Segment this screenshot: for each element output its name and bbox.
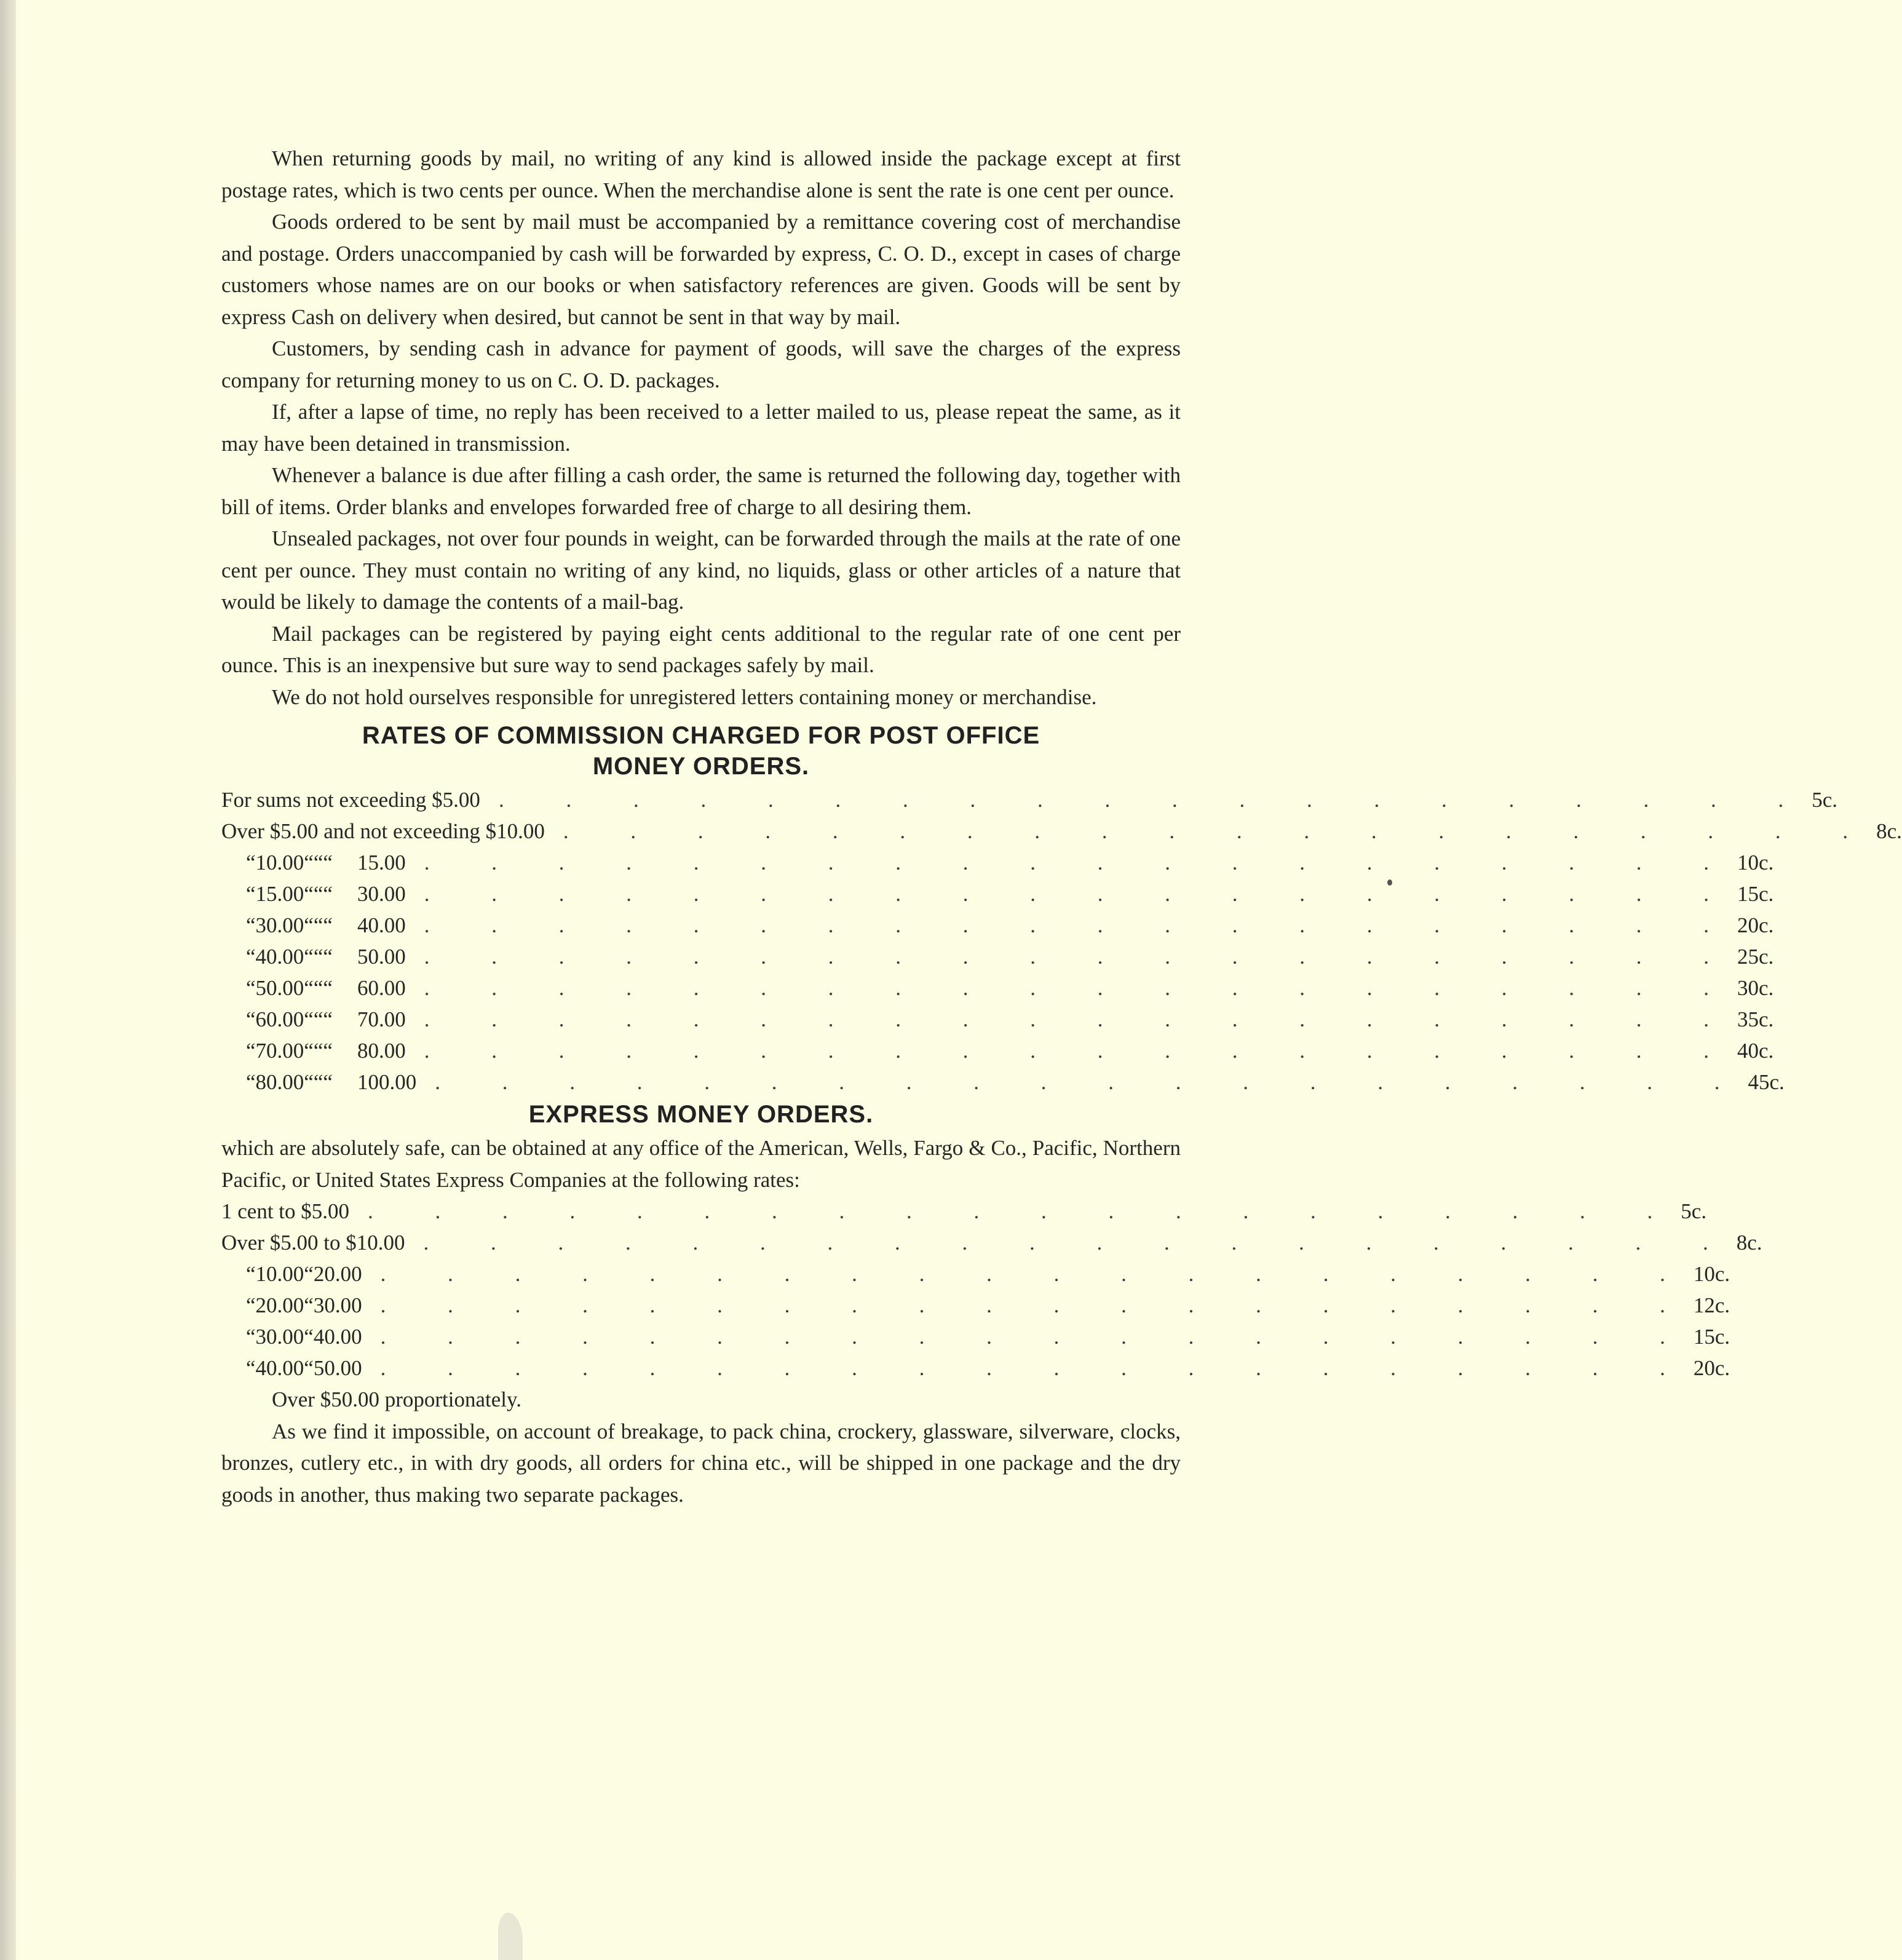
leader-dots: . . . . . . . . . . . . . . . . . . . . — [424, 976, 1737, 1000]
ditto-mark: “ — [313, 1070, 323, 1094]
rate-label: For sums not exceeding $5.00 — [221, 788, 480, 812]
rate-amount: 10c. — [1737, 851, 1774, 875]
range-to: 20.00 — [313, 1262, 362, 1286]
rate-row — [221, 972, 1774, 1004]
express-proportional-note: Over $50.00 proportionately. — [272, 1387, 521, 1411]
range-from: 10.00 — [255, 1262, 304, 1286]
ditto-mark: “ — [304, 1039, 314, 1063]
range-from: 50.00 — [255, 976, 304, 1000]
rate-row — [221, 1258, 1730, 1290]
express-rows — [221, 1258, 1730, 1384]
range-from: 30.00 — [255, 1325, 304, 1349]
ditto-mark: “ — [246, 1070, 256, 1094]
ditto-mark: “ — [323, 945, 333, 969]
rate-label: Over $5.00 to $10.00 — [221, 1231, 405, 1255]
rate-row — [221, 1290, 1730, 1321]
leader-dots: . . . . . . . . . . . . . . . . . . . . — [423, 1231, 1737, 1255]
leader-dots: . . . . . . . . . . . . . . . . . . . . — [498, 788, 1812, 812]
rate-row — [221, 941, 1774, 972]
ditto-mark: “ — [323, 882, 333, 906]
leader-dots: . . . . . . . . . . . . . . . . . . . . — [368, 1199, 1681, 1223]
range-to: 15.00 — [357, 851, 406, 875]
ditto-mark: “ — [323, 976, 333, 1000]
ditto-mark: “ — [313, 882, 323, 906]
ditto-mark: “ — [323, 851, 333, 875]
scan-edge-shadow — [0, 0, 16, 1960]
range-to: 70.00 — [357, 1007, 406, 1031]
paragraph-mail-orders: Goods ordered to be sent by mail must be accompanied by a remittance covering cost of merchandise and postage. Orders unaccompanied by cash will be forwarded by express, C. O. D., except in cases of charge customers whose names are on our books or when satisfactory references are given. Goods will be sent by express Cash on delivery when desired, but cannot be sent in that way by mail. — [221, 210, 1181, 329]
rate-amount: 25c. — [1737, 945, 1774, 969]
ditto-mark: “ — [304, 913, 314, 937]
commission-heading-line1: RATES OF COMMISSION CHARGED FOR POST OFFICE — [362, 722, 1040, 749]
ditto-mark: “ — [304, 1262, 314, 1286]
paragraph-mail-returns: When returning goods by mail, no writing of any kind is allowed inside the package except at first postage rates, which is two cents per ounce. When the merchandise alone is sent the rate is one cent per ounce. — [221, 146, 1181, 202]
leader-dots: . . . . . . . . . . . . . . . . . . . . — [380, 1293, 1694, 1317]
leader-dots: . . . . . . . . . . . . . . . . . . . . — [424, 945, 1737, 969]
commission-rates-table — [221, 784, 1902, 1098]
rate-label: Over $5.00 and not exceeding $10.00 — [221, 819, 545, 843]
ditto-mark: “ — [304, 882, 314, 906]
leader-dots: . . . . . . . . . . . . . . . . . . . . — [424, 913, 1737, 937]
rate-row — [221, 815, 1902, 847]
leader-dots: . . . . . . . . . . . . . . . . . . . . — [380, 1262, 1694, 1286]
range-to: 40.00 — [313, 1325, 362, 1349]
ditto-mark: “ — [304, 1325, 314, 1349]
ditto-mark: “ — [304, 945, 314, 969]
ditto-mark: “ — [246, 945, 256, 969]
rate-row — [221, 1227, 1762, 1258]
express-heading: EXPRESS MONEY ORDERS. — [528, 1101, 874, 1128]
ditto-mark: “ — [323, 1039, 333, 1063]
ditto-mark: “ — [246, 1262, 256, 1286]
ditto-mark: “ — [304, 1070, 314, 1094]
range-to: 50.00 — [313, 1356, 362, 1380]
paper-tear — [498, 1913, 523, 1960]
rate-row — [221, 1352, 1730, 1384]
paragraph-responsibility: We do not hold ourselves responsible for unregistered letters containing money or merchandise. — [272, 684, 1097, 709]
rate-row — [221, 1035, 1774, 1066]
commission-heading — [221, 720, 1181, 782]
ditto-mark: “ — [313, 945, 323, 969]
ditto-mark: “ — [246, 851, 256, 875]
range-from: 70.00 — [255, 1039, 304, 1063]
leader-dots: . . . . . . . . . . . . . . . . . . . . — [424, 1039, 1737, 1063]
range-from: 10.00 — [255, 851, 304, 875]
range-from: 40.00 — [255, 945, 304, 969]
paragraph-balance-due: Whenever a balance is due after filling a cash order, the same is returned the following day, together with bill of items. Order blanks and envelopes forwarded free of charge to all desiring them. — [221, 463, 1181, 519]
ditto-mark: “ — [304, 1356, 314, 1380]
range-to: 40.00 — [357, 913, 406, 937]
ditto-mark: “ — [304, 1293, 314, 1317]
rate-row — [221, 1004, 1774, 1035]
rate-row — [221, 1196, 1707, 1227]
rate-amount: 45c. — [1748, 1070, 1785, 1094]
ditto-mark: “ — [313, 976, 323, 1000]
leader-dots: . . . . . . . . . . . . . . . . . . . . — [380, 1325, 1694, 1349]
rate-amount: 8c. — [1736, 1231, 1762, 1255]
range-to: 30.00 — [313, 1293, 362, 1317]
rate-row — [221, 1066, 1785, 1098]
ditto-mark: “ — [246, 976, 256, 1000]
rate-amount: 20c. — [1693, 1356, 1730, 1380]
rate-row — [221, 784, 1837, 815]
rate-amount: 20c. — [1737, 913, 1774, 937]
ditto-mark: “ — [246, 882, 256, 906]
rate-amount: 35c. — [1737, 1007, 1774, 1031]
rate-amount: 5c. — [1681, 1199, 1707, 1223]
express-rates-table — [221, 1196, 1762, 1384]
paragraph-unsealed-packages: Unsealed packages, not over four pounds in weight, can be forwarded through the mails at the rate of one cent per ounce. They must contain no writing of any kind, no liquids, glass or other articles of a nature that would be likely to damage the contents of a mail-bag. — [221, 526, 1181, 614]
rate-amount: 8c. — [1876, 819, 1902, 843]
rate-row — [221, 847, 1774, 878]
ditto-mark: “ — [246, 1039, 256, 1063]
ditto-mark: “ — [304, 1007, 314, 1031]
paragraph-registered-mail: Mail packages can be registered by paying eight cents additional to the regular rate of one cent per ounce. This is an inexpensive but sure way to send packages safely by mail. — [221, 621, 1181, 677]
rate-row — [221, 1321, 1730, 1352]
ditto-mark: “ — [246, 1325, 256, 1349]
ditto-mark: “ — [323, 1070, 333, 1094]
paragraph-no-reply: If, after a lapse of time, no reply has been received to a letter mailed to us, please repeat the same, as it may have been detained in transmission. — [221, 400, 1181, 456]
leader-dots: . . . . . . . . . . . . . . . . . . . . — [424, 851, 1737, 875]
leader-dots: . . . . . . . . . . . . . . . . . . . . — [435, 1070, 1748, 1094]
commission-heading-line2: MONEY ORDERS. — [592, 753, 810, 780]
range-from: 60.00 — [255, 1007, 304, 1031]
leader-dots: . . . . . . . . . . . . . . . . . . . . — [380, 1356, 1694, 1380]
leader-dots: . . . . . . . . . . . . . . . . . . . . — [424, 882, 1737, 906]
ditto-mark: “ — [323, 1007, 333, 1031]
ditto-mark: “ — [304, 851, 314, 875]
ditto-mark: “ — [323, 913, 333, 937]
rate-amount: 40c. — [1737, 1039, 1774, 1063]
ditto-mark: “ — [246, 1356, 256, 1380]
main-text — [221, 143, 1902, 1510]
range-from: 30.00 — [255, 913, 304, 937]
express-intro: which are absolutely safe, can be obtained at any office of the American, Wells, Fargo & Co., Pacific, Northern Pacific, or United States Express Companies at the following rates: — [221, 1136, 1181, 1192]
ditto-mark: “ — [246, 1007, 256, 1031]
ditto-mark: “ — [313, 851, 323, 875]
ditto-mark: “ — [246, 913, 256, 937]
rate-row — [221, 910, 1774, 941]
leader-dots: . . . . . . . . . . . . . . . . . . . . — [563, 819, 1877, 843]
range-from: 20.00 — [255, 1293, 304, 1317]
leader-dots: . . . . . . . . . . . . . . . . . . . . — [424, 1007, 1737, 1031]
rate-amount: 10c. — [1693, 1262, 1730, 1286]
ditto-mark: “ — [313, 1007, 323, 1031]
range-to: 80.00 — [357, 1039, 406, 1063]
paragraph-breakage: As we find it impossible, on account of breakage, to pack china, crockery, glassware, silverware, clocks, bronzes, cutlery etc., in with dry goods, all orders for china etc., will be shipped in one package and the dry goods in another, thus making two separate packages. — [221, 1419, 1181, 1507]
commission-rows — [221, 847, 1785, 1098]
range-from: 15.00 — [255, 882, 304, 906]
paragraph-cash-advance: Customers, by sending cash in advance for payment of goods, will save the charges of the express company for returning money to us on C. O. D. packages. — [221, 336, 1181, 392]
range-from: 80.00 — [255, 1070, 304, 1094]
ditto-mark: “ — [313, 1039, 323, 1063]
rate-label: 1 cent to $5.00 — [221, 1199, 350, 1223]
range-from: 40.00 — [255, 1356, 304, 1380]
rate-amount: 12c. — [1693, 1293, 1730, 1317]
rate-row — [221, 878, 1774, 910]
rate-amount: 5c. — [1812, 788, 1837, 812]
rate-amount: 15c. — [1693, 1325, 1730, 1349]
ditto-mark: “ — [246, 1293, 256, 1317]
range-to: 60.00 — [357, 976, 406, 1000]
ditto-mark: “ — [304, 976, 314, 1000]
range-to: 30.00 — [357, 882, 406, 906]
ditto-mark: “ — [313, 913, 323, 937]
range-to: 100.00 — [357, 1070, 417, 1094]
rate-amount: 30c. — [1737, 976, 1774, 1000]
range-to: 50.00 — [357, 945, 406, 969]
rate-amount: 15c. — [1737, 882, 1774, 906]
